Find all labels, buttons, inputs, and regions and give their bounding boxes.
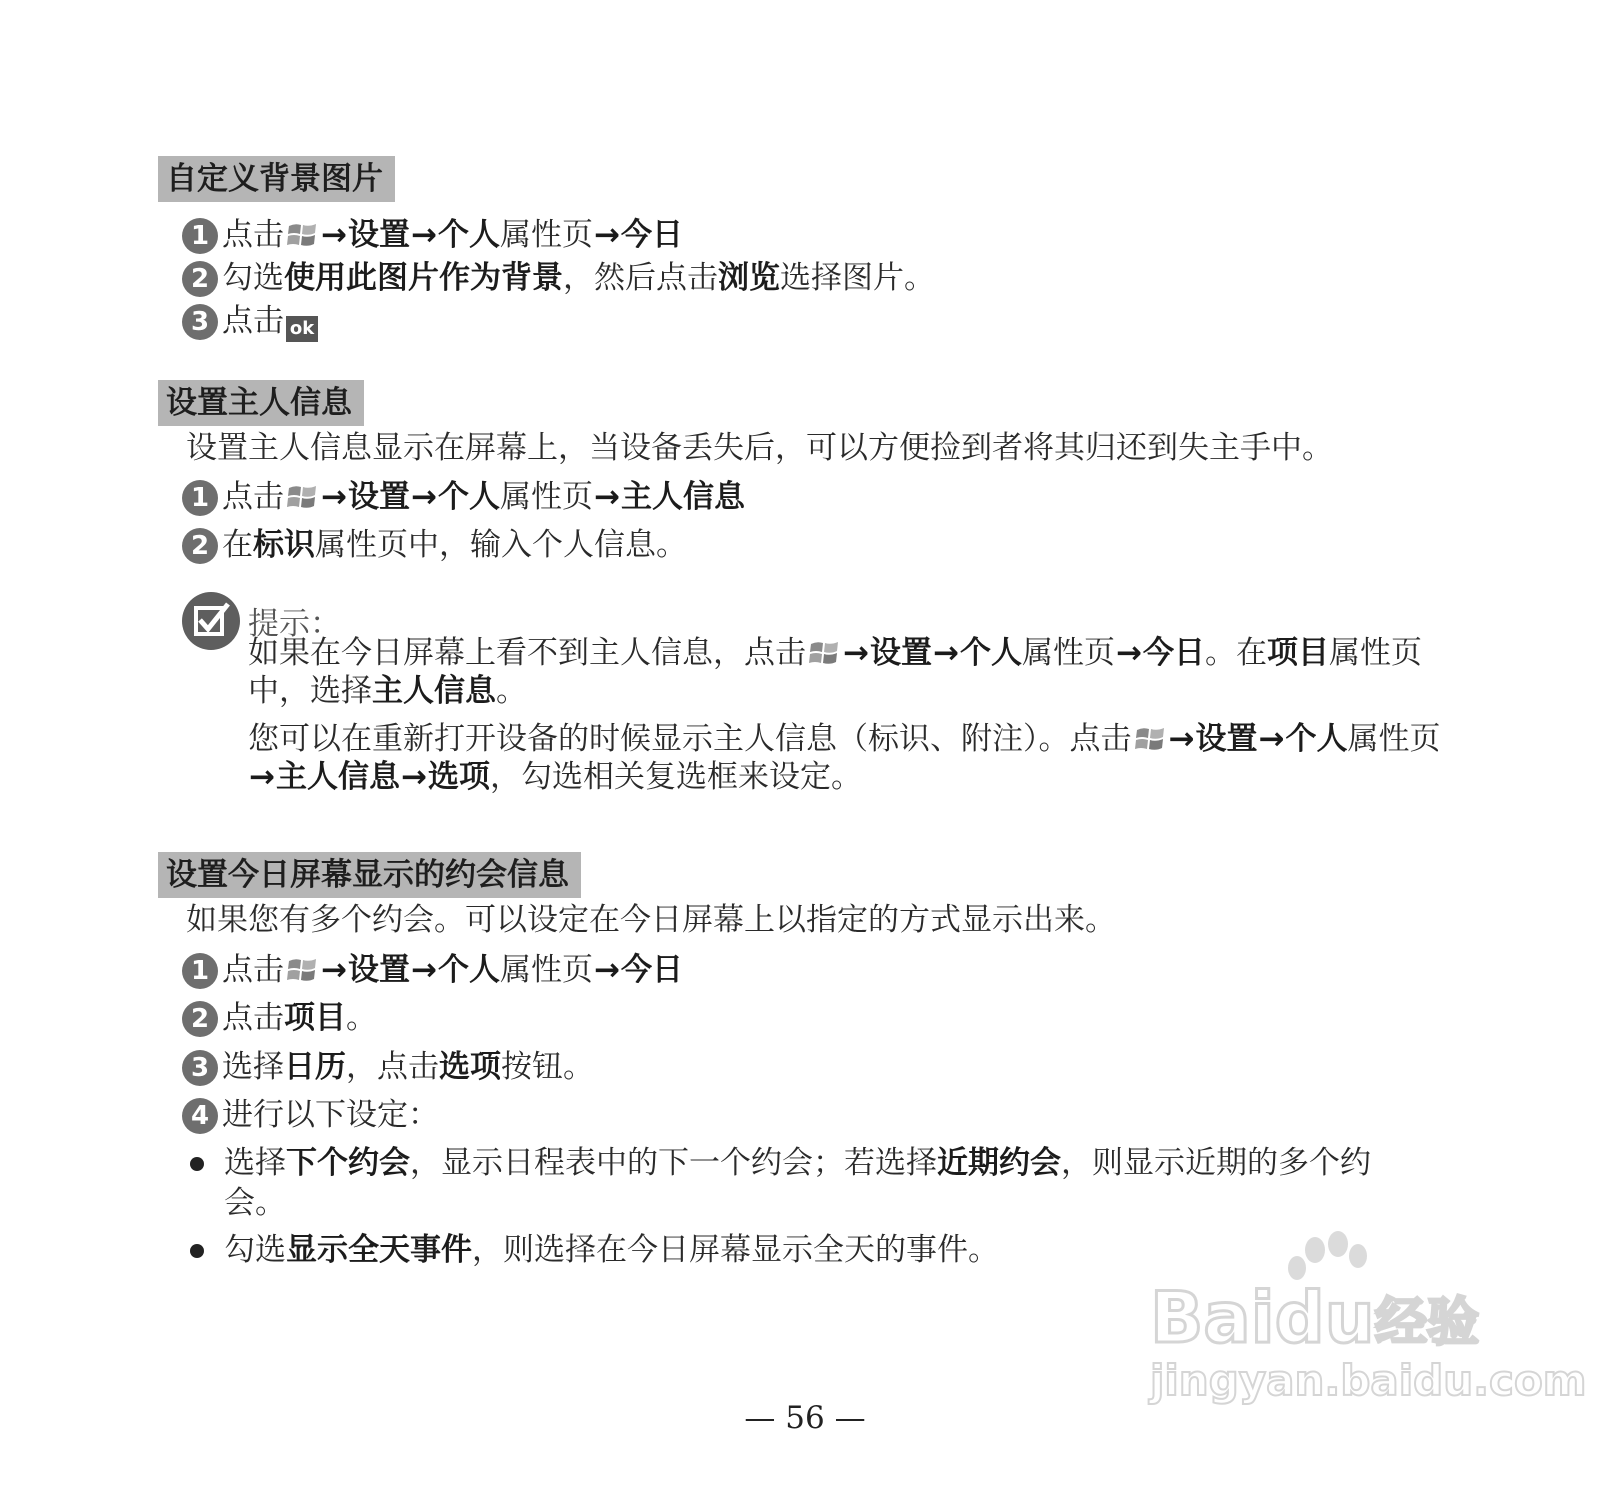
svg-text:jingyan.baidu.com: jingyan.baidu.com [1150,1356,1587,1405]
windows-start-icon [286,483,318,511]
windows-start-icon [286,221,318,249]
windows-start-icon [1134,725,1166,753]
page-number: — 56 — [744,1400,866,1436]
tip-paragraph-2: 您可以在重新打开设备的时候显示主人信息（标识、附注）。点击 →设置→个人属性页→主人信息→选项，勾选相关复选框来设定。 [248,721,1441,795]
step-number: 3 [182,1050,218,1086]
step-number: 1 [182,218,218,254]
section-header-custom-background: 自定义背景图片 [158,156,395,202]
svg-text:经验: 经验 [1375,1293,1480,1353]
section-header-appointment-info: 设置今日屏幕显示的约会信息 [158,852,581,898]
appointment-intro: 如果您有多个约会。可以设定在今日屏幕上以指定的方式显示出来。 [186,902,1116,938]
tip-label: 提示： [248,606,341,642]
step-number: 2 [182,261,218,297]
bullet-dot [190,1244,204,1258]
manual-page: 自定义背景图片 1 点击 →设置→个人属性页→今日 2 勾选使用此图片作为背景，然后点击浏览选择图片。 3 点击 ok 设置主人信息 设置主人信息显示在屏幕上，当设备丢失后，可以方便捡到者将其归还到失主手中。 1 点击 →设置→个人属性页→主人信息 2 在标识属性页中，输入个人信息。 提示： 如果在今日屏幕上看不到主人信息，点击 →设置→个人属性页→今日。在项目属性页中，选择主人信息。 您可以在重新打开设备的时候显示主人信息（标识、附注）。点击 →设置→个人属性页→主人信息→选项，勾选相关复选框来设定。 设置今日屏幕显示的约会信息 如果您有多个约会。可以设定在今日屏幕上以指定的方式显示出来。 1 点击 →设置→个人属性页→今日 2 点击项目。 3 选择日历，点击选项按钮。 4 进行以下设定： 选择下个约会，显示日程表中的下一个约会；若选择近期约会，则显示近期的多个约会。 勾选显示全天事件，则选择在今日屏幕显示全天的事件。 Baidu 经验 jingyan.baidu.com — 56 — [0,0,1610,1497]
step-number: 4 [182,1098,218,1134]
svg-text:Baidu: Baidu [1150,1277,1375,1359]
owner-info-intro: 设置主人信息显示在屏幕上，当设备丢失后，可以方便捡到者将其归还到失主手中。 [186,430,1333,466]
section-header-owner-info: 设置主人信息 [158,380,364,426]
ok-button-icon: ok [286,316,318,342]
windows-start-icon [808,639,840,667]
tip-checkbox-icon [182,592,240,650]
step-number: 2 [182,528,218,564]
step-number: 1 [182,480,218,516]
step-number: 3 [182,304,218,340]
step-number: 1 [182,953,218,989]
windows-start-icon [286,956,318,984]
step-number: 2 [182,1001,218,1037]
bullet-dot [190,1157,204,1171]
tip-paragraph-1: 如果在今日屏幕上看不到主人信息，点击 →设置→个人属性页→今日。在项目属性页中，选择主人信息。 [248,635,1422,709]
